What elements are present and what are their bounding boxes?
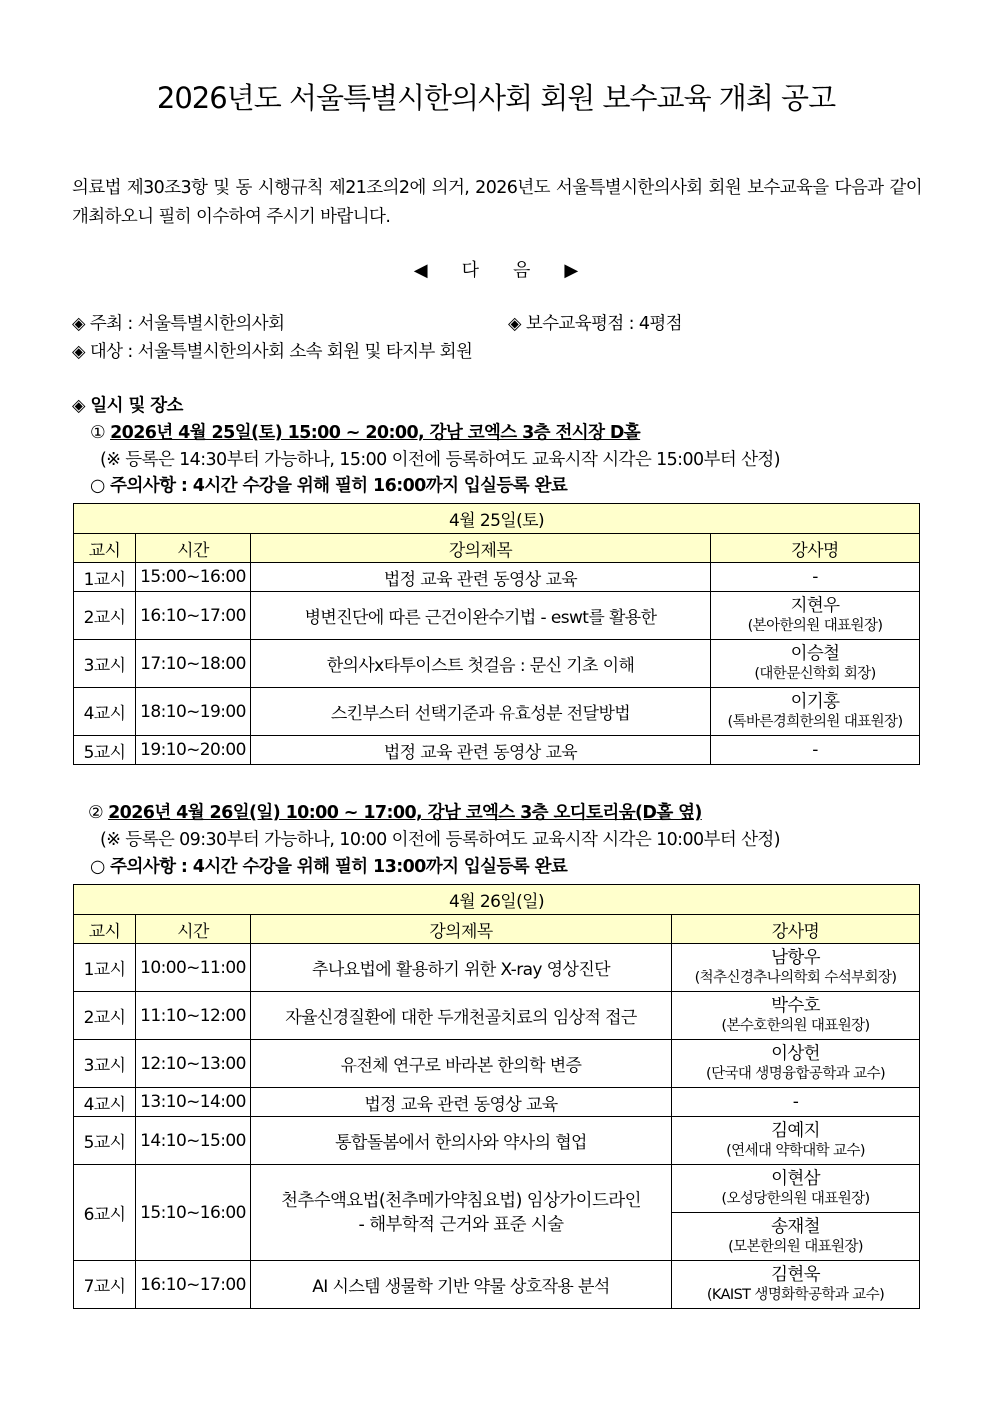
table-row	[74, 1040, 920, 1088]
period-cell: 1교시	[74, 563, 136, 592]
subject-cell: 병변진단에 따른 근건이완수기법 - eswt를 활용한	[251, 592, 711, 640]
table-title: 4월 26일(일)	[74, 885, 920, 915]
instructor-cell: -	[711, 563, 920, 592]
time-cell: 16:10~17:00	[136, 1261, 251, 1309]
session2-datetime-place: 2026년 4월 26일(일) 10:00 ~ 17:00, 강남 코엑스 3층 오디토리움(D홀 옆)	[108, 803, 702, 823]
instructor-name: 이현삼	[771, 1168, 820, 1189]
instructor-cell	[672, 992, 920, 1040]
instructor-name: 김예지	[771, 1120, 820, 1141]
instructor-cell: -	[672, 1088, 920, 1117]
instructor-name: 김현욱	[771, 1264, 820, 1285]
subject-cell: 한의사x타투이스트 첫걸음 : 문신 기초 이해	[251, 640, 711, 688]
session1-datetime-place: 2026년 4월 25일(토) 15:00 ~ 20:00, 강남 코엑스 3층 전시장 D홀	[110, 423, 641, 443]
info-host: ◈ 주최 : 서울특별시한의사회	[72, 314, 285, 334]
subject-cell: AI 시스템 생물학 기반 약물 상호작용 분석	[251, 1261, 672, 1309]
instructor-affiliation: (척추신경추나의학회 수석부회장)	[694, 969, 897, 986]
period-cell: 4교시	[74, 1088, 136, 1117]
instructor-name: 이기홍	[790, 691, 840, 712]
session1-when	[90, 419, 640, 444]
time-cell: 17:10~18:00	[136, 640, 251, 688]
instructor-affiliation: (연세대 약학대학 교수)	[726, 1142, 865, 1159]
session1-note: (※ 등록은 14:30부터 가능하나, 15:00 이전에 등록하여도 교육시작 시각은 15:00부터 산정)	[100, 450, 780, 470]
header-instructor: 강사명	[672, 915, 920, 944]
schedule-heading: ◈ 일시 및 장소	[72, 396, 183, 416]
header-subject: 강의제목	[251, 915, 672, 944]
subject-cell: 추나요법에 활용하기 위한 X-ray 영상진단	[251, 944, 672, 992]
session1-caution: ○ 주의사항 : 4시간 수강을 위해 필히 16:00까지 입실등록 완료	[90, 476, 568, 496]
next-heading	[0, 256, 992, 282]
session2-note: (※ 등록은 09:30부터 가능하나, 10:00 이전에 등록하여도 교육시작 시각은 10:00부터 산정)	[100, 830, 780, 850]
subject-cell: 법정 교육 관련 동영상 교육	[251, 1088, 672, 1117]
instructor-name: 지현우	[790, 595, 840, 616]
instructor-cell	[672, 1213, 920, 1261]
table-row	[74, 1088, 920, 1117]
period-cell: 6교시	[74, 1165, 136, 1261]
period-cell: 2교시	[74, 992, 136, 1040]
instructor-affiliation: (모본한의원 대표원장)	[728, 1238, 863, 1255]
header-period: 교시	[74, 915, 136, 944]
table-row	[74, 688, 920, 736]
subject-cell: 법정 교육 관련 동영상 교육	[251, 736, 711, 765]
right-arrow-icon: ▶	[564, 260, 579, 281]
header-time: 시간	[136, 534, 251, 563]
period-cell: 3교시	[74, 1040, 136, 1088]
instructor-cell	[672, 1165, 920, 1213]
subject-line-1: 천추수액요법(천추메가약침요법) 임상가이드라인	[281, 1190, 641, 1211]
time-cell: 14:10~15:00	[136, 1117, 251, 1165]
instructor-affiliation: (톡바른경희한의원 대표원장)	[727, 713, 903, 730]
subject-cell: 통합돌봄에서 한의사와 약사의 협업	[251, 1117, 672, 1165]
period-cell: 5교시	[74, 736, 136, 765]
time-cell: 13:10~14:00	[136, 1088, 251, 1117]
instructor-name: 이상헌	[771, 1043, 820, 1064]
session2-when	[88, 799, 702, 824]
header-instructor: 강사명	[711, 534, 920, 563]
session1-table	[73, 503, 920, 765]
instructor-cell	[672, 944, 920, 992]
table-row	[74, 736, 920, 765]
table-row	[74, 944, 920, 992]
info-target: ◈ 대상 : 서울특별시한의사회 소속 회원 및 타지부 회원	[72, 342, 473, 362]
table-title: 4월 25일(토)	[74, 504, 920, 534]
period-cell: 4교시	[74, 688, 136, 736]
instructor-cell	[672, 1117, 920, 1165]
period-cell: 7교시	[74, 1261, 136, 1309]
time-cell: 18:10~19:00	[136, 688, 251, 736]
instructor-affiliation: (KAIST 생명화학공학과 교수)	[706, 1286, 885, 1303]
instructor-affiliation: (본수호한의원 대표원장)	[721, 1017, 870, 1034]
session2-number: ②	[88, 803, 104, 823]
page-title: 2026년도 서울특별시한의사회 회원 보수교육 개최 공고	[156, 81, 836, 115]
time-cell: 10:00~11:00	[136, 944, 251, 992]
next-word-1: 다	[461, 260, 479, 281]
instructor-affiliation: (본아한의원 대표원장)	[747, 617, 883, 634]
header-subject: 강의제목	[251, 534, 711, 563]
subject-cell	[251, 1165, 672, 1261]
instructor-cell	[711, 640, 920, 688]
time-cell: 12:10~13:00	[136, 1040, 251, 1088]
subject-cell: 스킨부스터 선택기준과 유효성분 전달방법	[251, 688, 711, 736]
instructor-affiliation: (오성당한의원 대표원장)	[721, 1190, 870, 1207]
header-period: 교시	[74, 534, 136, 563]
table-row	[74, 1261, 920, 1309]
instructor-cell	[711, 688, 920, 736]
time-cell: 16:10~17:00	[136, 592, 251, 640]
time-cell: 15:10~16:00	[136, 1165, 251, 1261]
instructor-cell	[672, 1040, 920, 1088]
period-cell: 2교시	[74, 592, 136, 640]
session2-caution: ○ 주의사항 : 4시간 수강을 위해 필히 13:00까지 입실등록 완료	[90, 857, 568, 877]
instructor-cell	[672, 1261, 920, 1309]
session1-number: ①	[90, 423, 106, 443]
next-word-2: 음	[513, 260, 531, 281]
instructor-affiliation: (대한문신학회 회장)	[754, 665, 876, 682]
period-cell: 3교시	[74, 640, 136, 688]
info-points: ◈ 보수교육평점 : 4평점	[508, 314, 683, 334]
time-cell: 11:10~12:00	[136, 992, 251, 1040]
instructor-cell	[711, 592, 920, 640]
instructor-name: 이승철	[790, 643, 840, 664]
session2-table	[73, 884, 920, 1309]
instructor-name: 남항우	[771, 947, 820, 968]
subject-cell: 유전체 연구로 바라본 한의학 변증	[251, 1040, 672, 1088]
table-row	[74, 563, 920, 592]
subject-line-2: - 해부학적 근거와 표준 시술	[358, 1214, 564, 1235]
subject-cell: 법정 교육 관련 동영상 교육	[251, 563, 711, 592]
table-row	[74, 1165, 920, 1213]
instructor-cell: -	[711, 736, 920, 765]
intro-paragraph: 의료법 제30조3항 및 동 시행규칙 제21조의2에 의거, 2026년도 서울특별시한의사회 회원 보수교육을 다음과 같이 개최하오니 필히 이수하여 주시기 바랍니다.	[72, 178, 922, 227]
instructor-name: 송재철	[771, 1216, 820, 1237]
left-arrow-icon: ◀	[413, 260, 428, 281]
time-cell: 15:00~16:00	[136, 563, 251, 592]
instructor-name: 박수호	[771, 995, 820, 1016]
table-row	[74, 1117, 920, 1165]
table-row	[74, 992, 920, 1040]
instructor-affiliation: (단국대 생명융합공학과 교수)	[706, 1065, 886, 1082]
header-time: 시간	[136, 915, 251, 944]
table-row	[74, 592, 920, 640]
table-row	[74, 640, 920, 688]
period-cell: 5교시	[74, 1117, 136, 1165]
subject-cell: 자율신경질환에 대한 두개천골치료의 임상적 접근	[251, 992, 672, 1040]
time-cell: 19:10~20:00	[136, 736, 251, 765]
period-cell: 1교시	[74, 944, 136, 992]
